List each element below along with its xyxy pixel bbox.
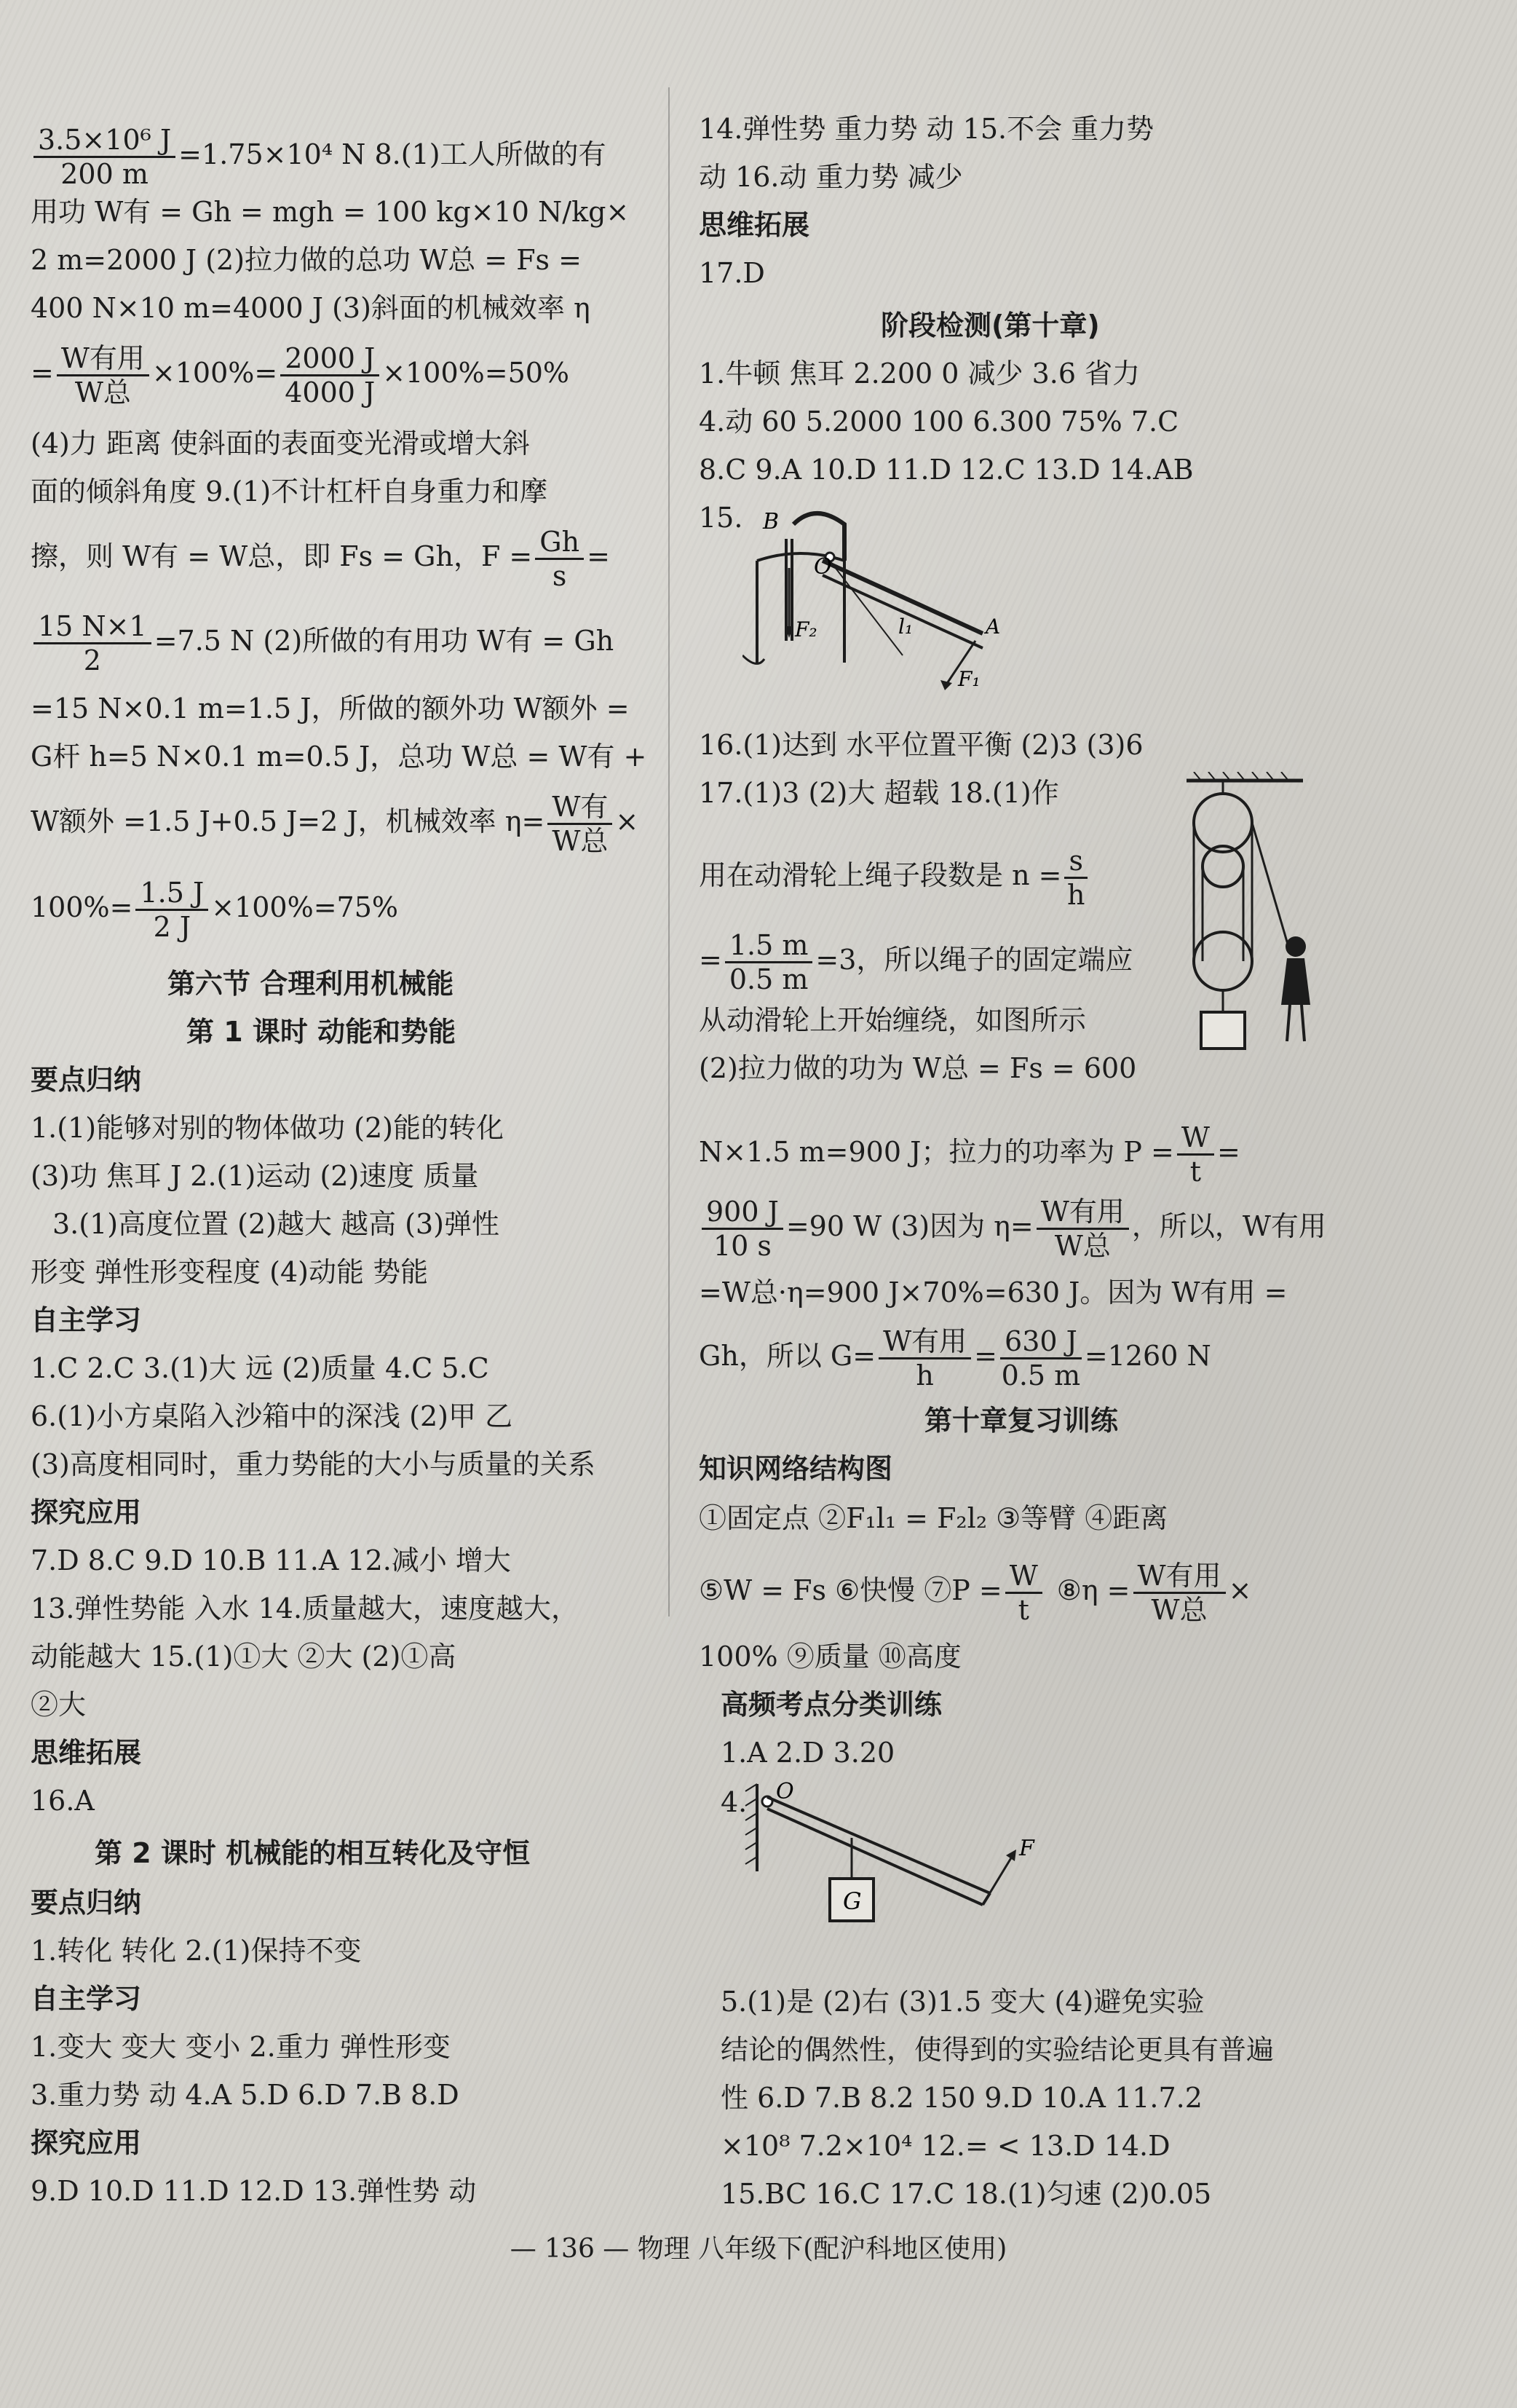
line-r22: 4.	[721, 1786, 748, 1818]
line-p13: 100%= $\frac{1.5 J}{2 J}$ ×100%=75%	[31, 877, 399, 943]
line-p11: G杆 h=5 N×0.1 m=0.5 J，总功 W总 = W有 +	[31, 741, 647, 773]
lever-pump-figure	[742, 495, 1063, 692]
heading-explore: 探究应用	[31, 1496, 142, 1528]
line-r8: 16.(1)达到 水平位置平衡 (2)3 (3)6	[699, 729, 1144, 761]
line-p9: $\frac{15 N\times 1}{2}$ =7.5 N (2)所做的有用功 W有 = Gh	[31, 610, 614, 676]
line-r14: N×1.5 m=900 J；拉力的功率为 P = $\frac{W}{t}$ =	[699, 1121, 1240, 1188]
line-r4: 1.牛顿 焦耳 2.200 0 减少 3.6 省力	[699, 358, 1141, 390]
line-a5: 1.C 2.C 3.(1)大 远 (2)质量 4.C 5.C	[31, 1352, 489, 1384]
line-a7: (3)高度相同时，重力势能的大小与质量的关系	[31, 1448, 595, 1480]
line-b2: 1.变大 变大 变小 2.重力 弹性形变	[31, 2031, 451, 2063]
line-r24: 结论的偶然性，使得到的实验结论更具有普遍	[721, 2034, 1275, 2066]
line-p3: 2 m=2000 J (2)拉力做的总功 W总 = Fs =	[31, 244, 582, 276]
heading-extension: 思维拓展	[699, 209, 810, 241]
line-p4: 400 N×10 m=4000 J (3)斜面的机械效率 η	[31, 292, 590, 324]
line-r21: 1.A 2.D 3.20	[721, 1737, 895, 1769]
label-F2: F₂	[795, 617, 817, 642]
lesson-title: 第 1 课时 动能和势能	[186, 1016, 456, 1048]
line-p1: $\frac{\text{3.5×10⁶ J}}{200 m}$ =1.75×10⁴ N 8.(1)工人所做的有	[31, 124, 606, 190]
lesson-title: 第 2 课时 机械能的相互转化及守恒	[95, 1837, 531, 1869]
pulley-system-figure	[1172, 772, 1318, 1078]
heading-key-points: 要点归纳	[31, 1064, 142, 1096]
line-r23: 5.(1)是 (2)右 (3)1.5 变大 (4)避免实验	[721, 1986, 1205, 2018]
label-O: O	[776, 1779, 794, 1804]
line-a6: 6.(1)小方桌陷入沙箱中的深浅 (2)甲 乙	[31, 1400, 513, 1432]
line-a9: 13.弹性势能 入水 14.质量越大，速度越大，	[31, 1592, 579, 1625]
line-r1: 14.弹性势 重力势 动 15.不会 重力势	[699, 113, 1154, 145]
line-r25: 性 6.D 7.B 8.2 150 9.D 10.A 11.7.2	[721, 2082, 1203, 2114]
line-r18: ①固定点 ②F₁l₁ = F₂l₂ ③等臂 ④距离	[699, 1502, 1168, 1534]
section-title: 阶段检测(第十章)	[881, 309, 1100, 342]
heading-self-study: 自主学习	[31, 1304, 142, 1336]
label-B: B	[763, 509, 780, 534]
line-p5: = $\frac{\text{W有用}}{\text{W总}}$ ×100%= $\frac{2000 J}{4000 J}$ ×100%=50%	[31, 342, 570, 408]
label-F: F	[1019, 1836, 1034, 1861]
heading-key-points: 要点归纳	[31, 1887, 142, 1919]
line-a12: 16.A	[31, 1785, 95, 1817]
line-r16: =W总·η=900 J×70%=630 J。因为 W有用 =	[699, 1276, 1288, 1308]
line-p2: 用功 W有 = Gh = mgh = 100 kg×10 N/kg×	[31, 196, 630, 228]
line-r3: 17.D	[699, 257, 765, 289]
line-a10: 动能越大 15.(1)①大 ②大 (2)①高	[31, 1641, 456, 1673]
line-b3: 3.重力势 动 4.A 5.D 6.D 7.B 8.D	[31, 2079, 459, 2111]
label-O: O	[814, 554, 832, 580]
line-p10: =15 N×0.1 m=1.5 J，所做的额外功 W额外 =	[31, 692, 630, 725]
line-b1: 1.转化 转化 2.(1)保持不变	[31, 1935, 362, 1967]
heading-explore: 探究应用	[31, 2127, 142, 2159]
label-l1: l₁	[898, 615, 914, 639]
heading-high-frequency: 高频考点分类训练	[721, 1689, 943, 1721]
line-r13: (2)拉力做的功为 W总 = Fs = 600	[699, 1052, 1137, 1084]
heading-extension: 思维拓展	[31, 1737, 142, 1769]
heading-knowledge-network: 知识网络结构图	[699, 1453, 893, 1485]
line-b4: 9.D 10.D 11.D 12.D 13.弹性势 动	[31, 2175, 477, 2207]
page-footer: — 136 — 物理 八年级下(配沪科地区使用)	[510, 2234, 1007, 2264]
line-r15: $\frac{900 J}{10 s}$ =90 W (3)因为 η= $\frac{\text{W有用}}{\text{W总}}$ ，所以，W有用	[699, 1196, 1326, 1262]
line-p8: 擦，则 W有 = W总，即 Fs = Gh，F = $\frac{Gh}{s}$ =	[31, 526, 610, 592]
line-r7: 15.	[699, 502, 743, 534]
line-r19: ⑤W = Fs ⑥快慢 ⑦P = $\frac{W}{t}$ ⑧η = $\frac{\text{W有用}}{\text{W总}}$ ×	[699, 1560, 1252, 1626]
line-r9: 17.(1)3 (2)大 超载 18.(1)作	[699, 777, 1059, 809]
line-p6: (4)力 距离 使斜面的表面变光滑或增大斜	[31, 427, 530, 459]
fraction: $\frac{\text{3.5×10⁶ J}}{200 m}$	[33, 124, 175, 190]
line-a3: 3.(1)高度位置 (2)越大 越高 (3)弹性	[52, 1208, 499, 1240]
label-G: G	[843, 1887, 862, 1915]
section-title: 第十章复习训练	[924, 1405, 1119, 1437]
section-title: 第六节 合理利用机械能	[167, 968, 454, 1000]
line-a8: 7.D 8.C 9.D 10.B 11.A 12.减小 增大	[31, 1544, 511, 1576]
line-p7: 面的倾斜角度 9.(1)不计杠杆自身重力和摩	[31, 475, 548, 508]
label-A: A	[986, 615, 1001, 639]
line-r17: Gh，所以 G= $\frac{\text{W有用}}{h}$ = $\frac{630 J}{0.5 m}$ =1260 N	[699, 1325, 1211, 1391]
line-r12: 从动滑轮上开始缠绕，如图所示	[699, 1004, 1087, 1036]
line-r5: 4.动 60 5.2000 100 6.300 75% 7.C	[699, 406, 1179, 438]
line-p12: W额外 =1.5 J+0.5 J=2 J，机械效率 η= $\frac{\text{W有}}{\text{W总}}$ ×	[31, 791, 639, 857]
line-r2: 动 16.动 重力势 减少	[699, 161, 963, 193]
line-a2: (3)功 焦耳 J 2.(1)运动 (2)速度 质量	[31, 1160, 479, 1192]
line-a11: ②大	[31, 1689, 87, 1721]
label-F1: F₁	[958, 667, 981, 691]
line-r6: 8.C 9.A 10.D 11.D 12.C 13.D 14.AB	[699, 454, 1194, 486]
line-r20: 100% ⑨质量 ⑩高度	[699, 1641, 962, 1673]
heading-self-study: 自主学习	[31, 1983, 142, 2015]
line-r27: 15.BC 16.C 17.C 18.(1)匀速 (2)0.05	[721, 2178, 1212, 2210]
line-r26: ×10⁸ 7.2×10⁴ 12.= < 13.D 14.D	[721, 2130, 1171, 2162]
line-r10: 用在动滑轮上绳子段数是 n = $\frac{s}{h}$	[699, 845, 1090, 911]
line-a4: 形变 弹性形变程度 (4)动能 势能	[31, 1256, 429, 1288]
line-a1: 1.(1)能够对别的物体做功 (2)能的转化	[31, 1112, 504, 1144]
column-divider	[668, 87, 670, 1616]
lever-weight-figure	[742, 1777, 1048, 1959]
line-r11: = $\frac{1.5 m}{0.5 m}$ =3，所以绳子的固定端应	[699, 929, 1133, 995]
